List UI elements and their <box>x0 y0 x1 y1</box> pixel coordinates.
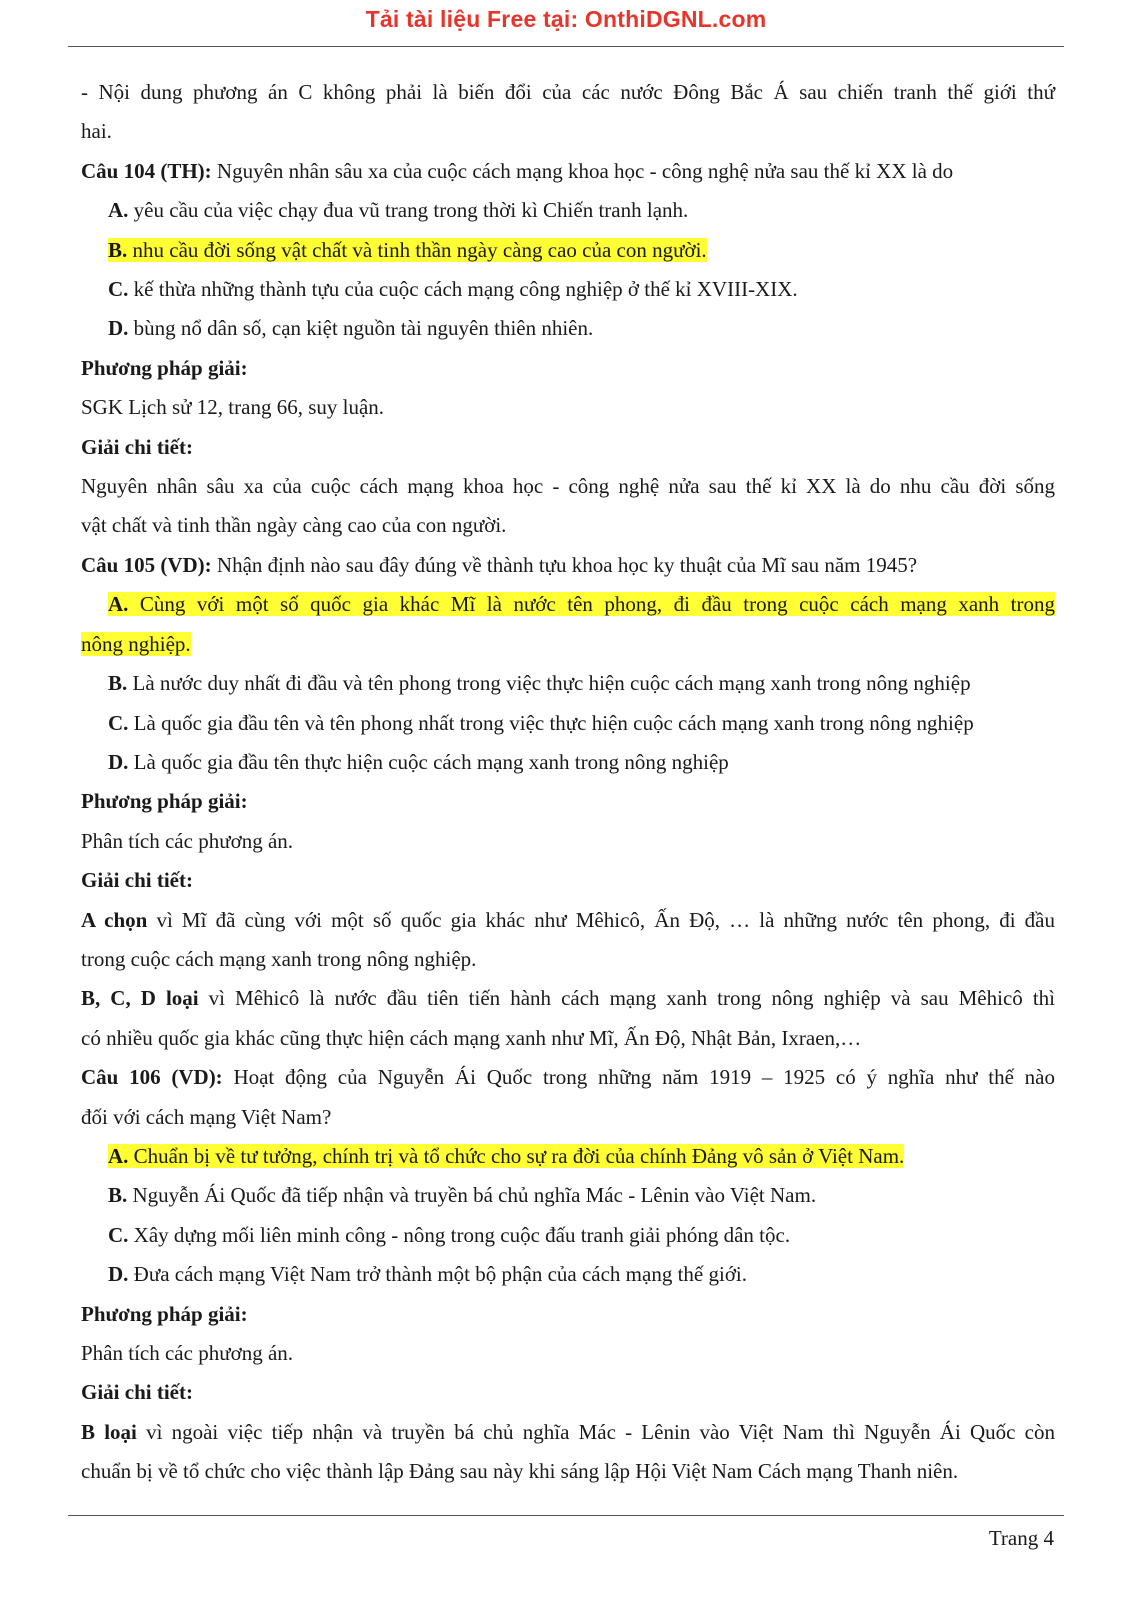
option-a <box>81 191 1055 230</box>
detail-text <box>81 979 1055 1018</box>
option-key: C. <box>108 277 129 302</box>
option-text: Đưa cách mạng Việt Nam trở thành một bộ phận của cách mạng thế giới. <box>128 1262 748 1287</box>
option-key: D. <box>108 749 129 774</box>
question-text: Nhận định nào sau đây đúng về thành tựu khoa học ky thuật của Mĩ sau năm 1945? <box>211 552 918 577</box>
page-header-link[interactable]: Tải tài liệu Free tại: OnthiDGNL.com <box>365 6 767 32</box>
header-divider <box>68 46 1064 47</box>
option-text: Chuẩn bị về tư tưởng, chính trị và tổ chức cho sự ra đời của chính Đảng vô sản ở Việt Nam. <box>128 1143 905 1168</box>
answer-highlight <box>108 592 1055 616</box>
detail-text <box>81 1413 1055 1452</box>
answer-highlight <box>108 238 707 262</box>
option-text: Là quốc gia đầu tên thực hiện cuộc cách mạng xanh trong nông nghiệp <box>128 749 729 774</box>
option-text: Là nước duy nhất đi đầu và tên phong trong việc thực hiện cuộc cách mạng xanh trong nông nghiệp <box>127 671 971 696</box>
page-number: Trang 4 <box>988 1526 1054 1550</box>
option-text: Cùng với một số quốc gia khác Mĩ là nước tên phong, đi đầu trong cuộc cách mạng xanh trong <box>128 592 1055 617</box>
option-key: C. <box>108 710 129 735</box>
detail-heading <box>81 861 1055 900</box>
detail-sentence: vì Mêhicô là nước đầu tiên tiến hành cách mạng xanh trong nông nghiệp và sau Mêhicô thì <box>198 986 1055 1011</box>
intro-line: - Nội dung phương án C không phải là biến đổi của các nước Đông Bắc Á sau chiến tranh thế giới thứ <box>81 80 1055 104</box>
detail-heading <box>81 428 1055 467</box>
option-key: A. <box>108 198 129 223</box>
option-text: Là quốc gia đầu tên và tên phong nhất trong việc thực hiện cuộc cách mạng xanh trong nông nghiệp <box>128 710 974 735</box>
detail-sentence: vì ngoài việc tiếp nhận và truyền bá chủ nghĩa Mác - Lênin vào Việt Nam thì Nguyễn Ái Quốc còn <box>136 1419 1055 1444</box>
question-label: Câu 105 (VD): <box>81 552 212 577</box>
document-body <box>81 73 1055 1492</box>
method-text: Phân tích các phương án. <box>81 1341 294 1365</box>
detail-verdict: A chọn <box>81 907 148 932</box>
question-text: Nguyên nhân sâu xa của cuộc cách mạng khoa học - công nghệ nửa sau thế kỉ XX là do <box>211 158 954 183</box>
detail-text: có nhiều quốc gia khác cũng thực hiện cách mạng xanh như Mĩ, Ấn Độ, Nhật Bản, Ixraen,… <box>81 1025 862 1050</box>
footer-divider <box>68 1515 1064 1516</box>
question-label: Câu 104 (TH): <box>81 158 212 183</box>
question-104 <box>81 152 1055 191</box>
option-b <box>81 664 1055 703</box>
method-label: Phương pháp giải: <box>81 789 248 814</box>
detail-text: vật chất và tinh thần ngày càng cao của con người. <box>81 513 507 538</box>
option-key: C. <box>108 1222 129 1247</box>
answer-highlight <box>108 1144 904 1168</box>
method-label: Phương pháp giải: <box>81 1301 248 1326</box>
option-d <box>81 1255 1055 1294</box>
detail-text: chuẩn bị về tổ chức cho việc thành lập Đảng sau này khi sáng lập Hội Việt Nam Cách mạng Thanh niên. <box>81 1459 959 1484</box>
detail-sentence: vì Mĩ đã cùng với một số quốc gia khác như Mêhicô, Ấn Độ, … là những nước tên phong, đi đầu <box>147 907 1055 932</box>
option-b <box>81 1176 1055 1215</box>
option-c <box>81 704 1055 743</box>
method-text: SGK Lịch sử 12, trang 66, suy luận. <box>81 395 385 420</box>
option-a-correct <box>81 1137 1055 1176</box>
option-d <box>81 309 1055 348</box>
option-text: Xây dựng mối liên minh công - nông trong cuộc đấu tranh giải phóng dân tộc. <box>128 1222 791 1247</box>
detail-label: Giải chi tiết: <box>81 434 193 459</box>
question-label: Câu 106 (VD): <box>81 1065 223 1090</box>
option-c <box>81 1216 1055 1255</box>
question-106 <box>81 1058 1055 1097</box>
question-text: Hoạt động của Nguyễn Ái Quốc trong những năm 1919 – 1925 có ý nghĩa như thế nào <box>222 1065 1056 1090</box>
option-key: A. <box>108 1143 129 1168</box>
detail-text: Nguyên nhân sâu xa của cuộc cách mạng khoa học - công nghệ nửa sau thế kỉ XX là do nhu cầu đời sống <box>81 474 1055 499</box>
question-text-continued: đối với cách mạng Việt Nam? <box>81 1104 332 1129</box>
option-b-correct <box>81 231 1055 270</box>
option-c <box>81 270 1055 309</box>
option-a-continued <box>81 625 1055 664</box>
intro-line: hai. <box>81 119 112 144</box>
option-a-correct <box>81 585 1055 624</box>
option-text: bùng nổ dân số, cạn kiệt nguồn tài nguyên thiên nhiên. <box>128 316 594 341</box>
method-heading <box>81 782 1055 821</box>
method-text: Phân tích các phương án. <box>81 828 294 853</box>
option-key: A. <box>108 592 129 617</box>
method-label: Phương pháp giải: <box>81 355 248 380</box>
option-text: kế thừa những thành tựu của cuộc cách mạng công nghiệp ở thế kỉ XVIII-XIX. <box>128 277 798 302</box>
detail-text <box>81 901 1055 940</box>
option-d <box>81 743 1055 782</box>
detail-verdict: B, C, D loại <box>81 986 199 1011</box>
answer-highlight: nông nghiệp. <box>81 631 191 656</box>
option-key: B. <box>108 237 128 262</box>
detail-label: Giải chi tiết: <box>81 868 193 893</box>
question-105 <box>81 546 1055 585</box>
option-text: yêu cầu của việc chạy đua vũ trang trong thời kì Chiến tranh lạnh. <box>128 198 689 223</box>
option-text: Nguyễn Ái Quốc đã tiếp nhận và truyền bá chủ nghĩa Mác - Lênin vào Việt Nam. <box>127 1183 817 1208</box>
option-key: B. <box>108 671 128 696</box>
method-heading <box>81 349 1055 388</box>
detail-text: trong cuộc cách mạng xanh trong nông nghiệp. <box>81 946 477 971</box>
detail-label: Giải chi tiết: <box>81 1380 193 1405</box>
option-key: D. <box>108 1262 129 1287</box>
option-key: B. <box>108 1183 128 1208</box>
option-key: D. <box>108 316 129 341</box>
detail-verdict: B loại <box>81 1419 137 1444</box>
method-heading <box>81 1295 1055 1334</box>
option-text: nhu cầu đời sống vật chất và tinh thần ngày càng cao của con người. <box>127 237 707 262</box>
detail-heading <box>81 1373 1055 1412</box>
